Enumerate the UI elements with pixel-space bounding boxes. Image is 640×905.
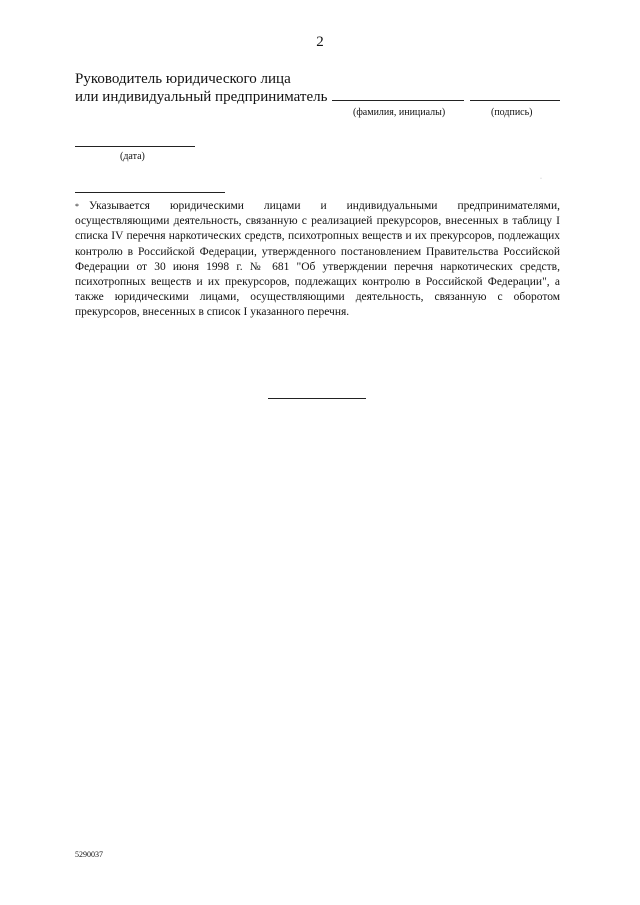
signature-caption: (подпись) bbox=[491, 107, 533, 118]
name-caption: (фамилия, инициалы) bbox=[353, 107, 446, 118]
footnote bbox=[75, 199, 560, 321]
name-underline bbox=[332, 100, 464, 101]
signer-block bbox=[75, 70, 327, 106]
document-id: 5290037 bbox=[75, 850, 103, 859]
footnote-text: Указывается юридическими лицами и индивидуальными предпринимателями, осуществляющими деятельность, связанную с реализацией прекурсоров, внесенных в таблицу I списка IV перечня наркотических средств, психотропных веществ и их прекурсоров, подлежащих контролю в Российской Федерации, утвержденного постановлением Правительства Российской Федерации от 30 июня 1998 г. № 681 "Об утверждении перечня наркотических средств, психотропных веществ и их прекурсоров, подлежащих контролю в Российской Федерации", а также юридическими лицами, осуществляющими деятельность, связанную с оборотом прекурсоров, внесенных в список I указанного перечня. bbox=[75, 200, 560, 319]
page-number: 2 bbox=[316, 34, 324, 50]
date-caption: (дата) bbox=[120, 151, 145, 162]
signer-line-1: Руководитель юридического лица bbox=[75, 71, 291, 87]
end-separator bbox=[268, 398, 366, 399]
footnote-separator bbox=[75, 192, 225, 193]
signer-line-2: или индивидуальный предприниматель bbox=[75, 89, 328, 105]
footnote-mark: * bbox=[75, 202, 79, 211]
date-underline bbox=[75, 146, 195, 147]
signature-underline bbox=[470, 100, 560, 101]
scan-speck: · bbox=[540, 176, 542, 182]
